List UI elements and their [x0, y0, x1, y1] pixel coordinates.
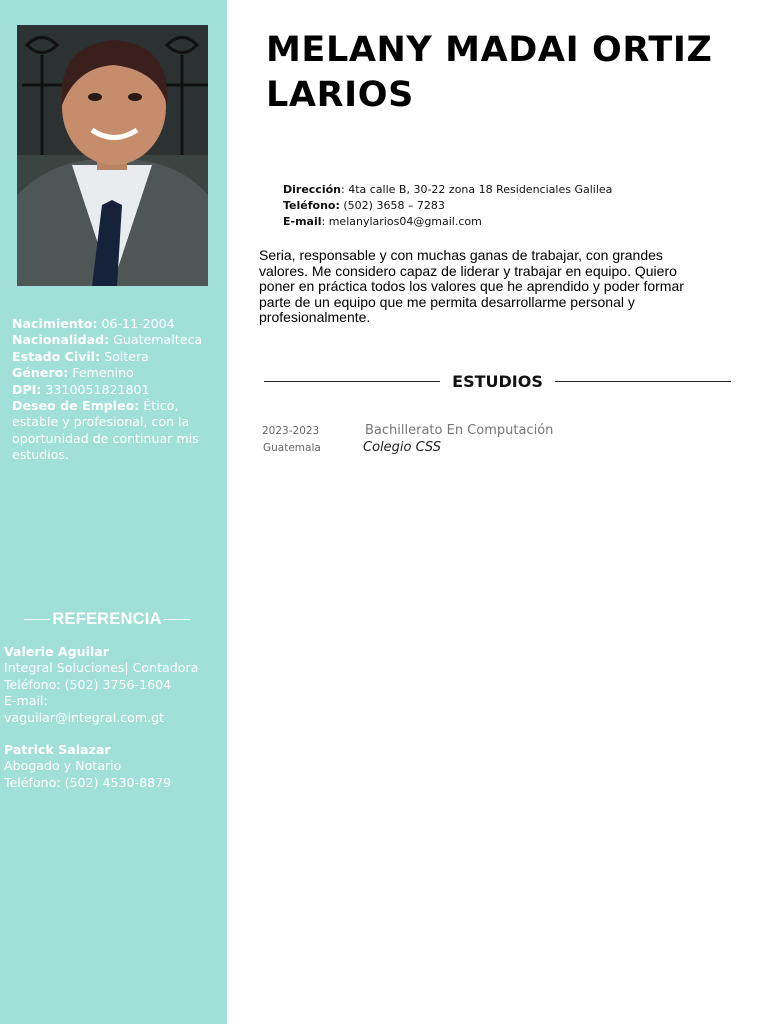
civil-status-value: Soltera	[100, 348, 149, 364]
nationality-value: Guatemalteca	[109, 332, 203, 348]
reference-email[interactable]: vaguilar@integral.com.gt	[4, 709, 165, 725]
reference-role: Abogado y Notario	[4, 758, 122, 774]
email-value[interactable]: : melanylarios04@gmail.com	[321, 215, 482, 228]
job-desire-row	[12, 398, 224, 464]
email-label: E-mail	[283, 215, 322, 228]
nationality-row	[12, 332, 224, 348]
address-value: : 4ta calle B, 30-22 zona 18 Residenciales Galilea	[341, 183, 613, 196]
contact-info	[283, 182, 743, 230]
dpi-value: 3310051821801	[41, 381, 150, 397]
nationality-label: Nacionalidad:	[12, 332, 110, 348]
references-heading-text: REFERENCIA	[52, 610, 162, 628]
phone-label: Teléfono:	[283, 199, 340, 212]
education-degree: Bachillerato En Computación	[365, 423, 554, 438]
birth-row	[12, 316, 224, 332]
reference-item	[4, 644, 226, 726]
education-heading	[264, 372, 731, 391]
address-row	[283, 182, 743, 198]
address-label: Dirección	[283, 183, 341, 196]
heading-divider	[264, 381, 440, 382]
dpi-label: DPI:	[12, 381, 42, 397]
birth-label: Nacimiento:	[12, 316, 98, 331]
heading-divider	[24, 619, 50, 620]
phone-value: (502) 3658 – 7283	[339, 199, 445, 212]
job-desire-value: Ético, estable y profesional, con la oportunidad de continuar mis estudios.	[12, 398, 199, 463]
email-row	[283, 214, 743, 230]
profile-photo-illustration	[17, 25, 208, 286]
profile-photo	[17, 25, 208, 286]
reference-item	[4, 742, 226, 791]
personal-info	[12, 316, 224, 464]
heading-divider	[164, 619, 190, 620]
education-school: Colegio CSS	[363, 440, 441, 455]
phone-row	[283, 198, 743, 214]
reference-name: Patrick Salazar	[4, 742, 111, 758]
education-years: 2023-2023	[262, 425, 320, 437]
sidebar	[0, 0, 227, 1024]
education-location: Guatemala	[263, 442, 321, 454]
reference-phone: Teléfono: (502) 3756-1604	[4, 676, 172, 692]
birth-value: 06-11-2004	[97, 316, 175, 331]
gender-row	[12, 365, 224, 381]
heading-divider	[555, 381, 731, 382]
reference-company: Integral Soluciones| Contadora	[4, 660, 199, 676]
references-heading	[24, 610, 190, 629]
candidate-name: MELANY MADAI ORTIZ LARIOS	[266, 30, 713, 115]
reference-email-label: E-mail:	[4, 693, 48, 709]
dpi-row	[12, 382, 224, 398]
spacer	[4, 726, 226, 742]
education-heading-text: ESTUDIOS	[452, 372, 543, 391]
gender-label: Género:	[12, 365, 69, 381]
references-list	[4, 644, 226, 791]
reference-name: Valerie Aguilar	[4, 644, 109, 659]
civil-status-label: Estado Civil:	[12, 348, 101, 364]
civil-status-row	[12, 349, 224, 365]
gender-value: Femenino	[68, 365, 134, 381]
reference-phone: Teléfono: (502) 4530-8879	[4, 774, 172, 790]
profile-summary: Seria, responsable y con muchas ganas de trabajar, con grandes valores. Me considero capaz de liderar y trabajar en equipo. Quiero poner en práctica todos los valores que he aprendido y poder formar parte de un equipo que me permita desarrollarme personal y profesionalmente.	[259, 247, 684, 325]
job-desire-label: Deseo de Empleo:	[12, 398, 140, 414]
